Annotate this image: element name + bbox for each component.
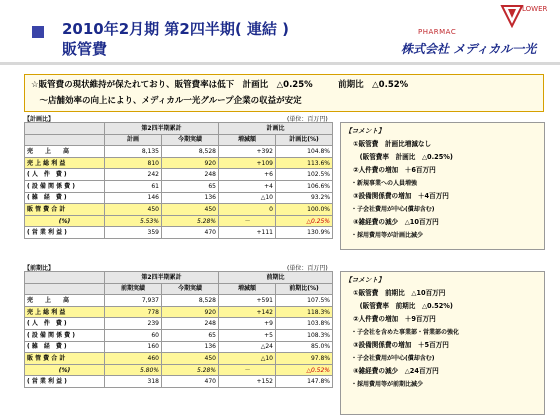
header-cell (25, 272, 105, 284)
table-row (25, 204, 333, 216)
value-cell: 5.80% (105, 364, 162, 376)
summary-line-1: ☆販管費の現状維持が保たれており、販管費率は低下 計画比 △0.25% 前期比 △0.52% (31, 80, 409, 90)
value-cell: 810 (105, 157, 162, 169)
table-row (25, 376, 333, 388)
value-cell: 113.6% (276, 157, 333, 169)
logo-text-lower: LOWER (522, 5, 548, 13)
table-row (25, 215, 333, 227)
value-cell: 359 (105, 227, 162, 239)
value-cell: 318 (105, 376, 162, 388)
company-name: 株式会社 メディカル一光 (401, 42, 537, 56)
value-cell: 8,528 (162, 295, 219, 307)
comment-line: ②人件費の増加 ＋6百万円 (353, 166, 436, 174)
value-cell: 450 (162, 353, 219, 365)
header-cell: 前期実績 (105, 283, 162, 295)
value-cell: 147.8% (276, 376, 333, 388)
value-cell: 0 (219, 204, 276, 216)
value-cell: 100.0% (276, 204, 333, 216)
comment-line: (販管費率 計画比 △0.25%) (353, 153, 453, 161)
value-cell: 130.9% (276, 227, 333, 239)
value-cell: 97.8% (276, 353, 333, 365)
prior-year-comparison-table (24, 271, 333, 388)
value-cell: △0.52% (276, 364, 333, 376)
table-header-row (25, 134, 333, 146)
table-row (25, 146, 333, 158)
row-label-cell: (%) (25, 364, 105, 376)
value-cell: 93.2% (276, 192, 333, 204)
value-cell: △24 (219, 341, 276, 353)
value-cell: △10 (219, 353, 276, 365)
header-cell (25, 134, 105, 146)
header-cell: 計画比(%) (276, 134, 333, 146)
table-row (25, 180, 333, 192)
row-label-cell: ( 雑 経 費 ) (25, 341, 105, 353)
comment-line: ④雑経費の減少 △24百万円 (353, 367, 439, 375)
comment-line: ③設備関係費の増加 ＋4百万円 (353, 192, 449, 200)
summary-line-2: ～店舗効率の向上により、メディカル一光グループ企業の収益が安定 (31, 96, 302, 106)
value-cell: +4 (219, 180, 276, 192)
table-row (25, 169, 333, 181)
value-cell: +9 (219, 318, 276, 330)
value-cell: 5.28% (162, 364, 219, 376)
value-cell: 248 (162, 169, 219, 181)
value-cell: 460 (105, 353, 162, 365)
comment-line: ③設備関係費の増加 ＋5百万円 (353, 341, 449, 349)
header-group-cell: 前期比 (219, 272, 333, 284)
table1-label: 【計画比】 (24, 116, 55, 123)
summary-box (24, 74, 544, 112)
row-label-cell: 売 上 総 利 益 (25, 157, 105, 169)
header-group-cell: 第2四半期累計 (105, 272, 219, 284)
value-cell: 107.5% (276, 295, 333, 307)
slide-title: 2010年2月期 第2四半期( 連結 ) (62, 20, 290, 38)
table-row (25, 318, 333, 330)
row-label-cell: ( 人 件 費 ) (25, 169, 105, 181)
logo-mark-icon (500, 4, 524, 28)
comment-title: 【コメント】 (345, 276, 385, 284)
table-row (25, 227, 333, 239)
value-cell: 470 (162, 227, 219, 239)
value-cell: +142 (219, 306, 276, 318)
row-label-cell: (%) (25, 215, 105, 227)
comment-line: ・採用費用等が前期比減少 (351, 381, 424, 388)
logo-text-pharmac: PHARMAC (418, 28, 457, 36)
table-row (25, 329, 333, 341)
table-row (25, 192, 333, 204)
table-header-row (25, 123, 333, 135)
value-cell: 65 (162, 329, 219, 341)
comment-line: ・子会社費用が中心(償却含む) (351, 206, 435, 213)
value-cell: 61 (105, 180, 162, 192)
value-cell: 5.53% (105, 215, 162, 227)
prior-year-comment-box (340, 271, 545, 415)
plan-comparison-table (24, 122, 333, 239)
value-cell: +111 (219, 227, 276, 239)
value-cell: 136 (162, 341, 219, 353)
comment-line: ・子会社費用が中心(償却含む) (351, 355, 435, 362)
value-cell: 106.6% (276, 180, 333, 192)
header-cell: 増減額 (219, 134, 276, 146)
table-row (25, 341, 333, 353)
value-cell: 242 (105, 169, 162, 181)
value-cell: 920 (162, 157, 219, 169)
plan-comment-box (340, 122, 545, 250)
header-group-cell: 第2四半期累計 (105, 123, 219, 135)
value-cell: +152 (219, 376, 276, 388)
value-cell: 104.8% (276, 146, 333, 158)
comment-line: ①販管費 計画比増減なし (353, 140, 432, 148)
value-cell: 65 (162, 180, 219, 192)
value-cell: 7,937 (105, 295, 162, 307)
table-row (25, 353, 333, 365)
header-cell (25, 123, 105, 135)
comment-line: ・新規事業への人員増強 (351, 180, 418, 187)
value-cell: 920 (162, 306, 219, 318)
value-cell: +591 (219, 295, 276, 307)
value-cell: 8,135 (105, 146, 162, 158)
header-cell: 増減額 (219, 283, 276, 295)
value-cell: 85.0% (276, 341, 333, 353)
value-cell: 108.3% (276, 329, 333, 341)
table2-label: 【前期比】 (24, 265, 55, 272)
table-row (25, 157, 333, 169)
value-cell: 160 (105, 341, 162, 353)
value-cell: 778 (105, 306, 162, 318)
header-divider (0, 62, 560, 65)
table1-unit: (単位：百万円) (287, 116, 328, 123)
value-cell: 118.3% (276, 306, 333, 318)
value-cell: △10 (219, 192, 276, 204)
table-header-row (25, 283, 333, 295)
row-label-cell: ( 設 備 関 係 費 ) (25, 180, 105, 192)
comment-line: ④雑経費の減少 △10百万円 (353, 218, 439, 226)
table-header-row (25, 272, 333, 284)
table-row (25, 364, 333, 376)
value-cell: 450 (105, 204, 162, 216)
value-cell: 5.28% (162, 215, 219, 227)
row-label-cell: 売 上 高 (25, 295, 105, 307)
value-cell: 102.5% (276, 169, 333, 181)
value-cell: － (219, 215, 276, 227)
value-cell: 136 (162, 192, 219, 204)
value-cell: 239 (105, 318, 162, 330)
slide-subtitle: 販管費 (62, 40, 108, 58)
table2-unit: (単位：百万円) (287, 265, 328, 272)
row-label-cell: 売 上 総 利 益 (25, 306, 105, 318)
header-cell: 今期実績 (162, 283, 219, 295)
slide-header (0, 0, 560, 64)
value-cell: +109 (219, 157, 276, 169)
comment-line: ・子会社を含めた事業部・営業部の強化 (351, 329, 460, 336)
value-cell: 8,528 (162, 146, 219, 158)
header-cell: 計画 (105, 134, 162, 146)
comment-line: ・採用費用等が計画比減少 (351, 232, 424, 239)
row-label-cell: 売 上 高 (25, 146, 105, 158)
value-cell: － (219, 364, 276, 376)
comment-line: ①販管費 前期比 △10百万円 (353, 289, 446, 297)
header-cell: 前期比(%) (276, 283, 333, 295)
value-cell: +6 (219, 169, 276, 181)
table-row (25, 306, 333, 318)
value-cell: 248 (162, 318, 219, 330)
value-cell: △0.25% (276, 215, 333, 227)
value-cell: +392 (219, 146, 276, 158)
row-label-cell: ( 営 業 利 益 ) (25, 227, 105, 239)
header-cell (25, 283, 105, 295)
title-bullet (32, 26, 44, 38)
row-label-cell: 販 管 費 合 計 (25, 204, 105, 216)
row-label-cell: ( 設 備 関 係 費 ) (25, 329, 105, 341)
row-label-cell: ( 人 件 費 ) (25, 318, 105, 330)
comment-line: (販管費率 前期比 △0.52%) (353, 302, 453, 310)
comment-line: ②人件費の増加 ＋9百万円 (353, 315, 436, 323)
value-cell: 450 (162, 204, 219, 216)
row-label-cell: ( 雑 経 費 ) (25, 192, 105, 204)
value-cell: 146 (105, 192, 162, 204)
row-label-cell: ( 営 業 利 益 ) (25, 376, 105, 388)
value-cell: 470 (162, 376, 219, 388)
comment-title: 【コメント】 (345, 127, 385, 135)
row-label-cell: 販 管 費 合 計 (25, 353, 105, 365)
header-cell: 今期実績 (162, 134, 219, 146)
value-cell: 60 (105, 329, 162, 341)
value-cell: +5 (219, 329, 276, 341)
value-cell: 103.8% (276, 318, 333, 330)
header-group-cell: 計画比 (219, 123, 333, 135)
table-row (25, 295, 333, 307)
